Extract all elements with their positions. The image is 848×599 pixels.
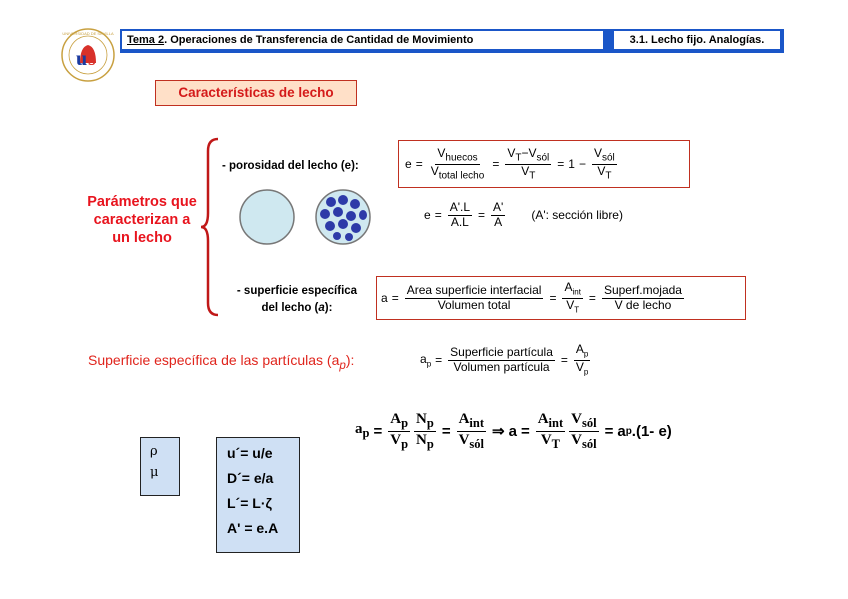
- mu-symbol: μ: [150, 465, 159, 480]
- header-title: [122, 31, 603, 49]
- fraction: $\frac{\text{Superf.mojada}}{\text{V de lecho}}$: [603, 283, 682, 312]
- fraction: $\frac{V_{sól}}{V_{sól}}$: [571, 411, 597, 451]
- tema-title: . Operaciones de Transferencia de Cantidad de Movimiento: [164, 34, 474, 46]
- rho-symbol: ρ: [150, 444, 158, 459]
- fraction: $\frac{V_T-V_{sól}}{V_T}$: [507, 146, 550, 181]
- university-logo: [60, 27, 116, 83]
- bed-illustration: [235, 188, 375, 246]
- surface-label: - superficie específica del lecho (a):: [218, 283, 376, 317]
- surface-formula-box: a = $\frac{\text{Area superficie interfacial}}{\text{Volumen total}}$ = $\frac{A_{int}}{V_T}$ = $\frac{\text{Superf.mojada}}{\text{V de lecho}}$: [376, 276, 746, 320]
- fraction: $\frac{A_p}{V_p}$: [575, 342, 589, 376]
- analogies-box: [216, 437, 300, 553]
- params-label: [72, 193, 212, 247]
- particle-surface-text: Superficie específica de las partículas $(a_p)$:: [88, 352, 355, 372]
- fraction: $\frac{A'}{A}$: [493, 200, 504, 229]
- fraction: $\frac{A'.L}{A.L}$: [449, 200, 471, 229]
- tema-label: Tema 2: [127, 34, 165, 46]
- header-section: 3.1. Lecho fijo. Analogías.: [614, 31, 780, 49]
- svg-text:u: u: [76, 48, 88, 70]
- surface-label-line2: del lecho (a):: [261, 302, 333, 314]
- analogy-item: D´= e/a: [227, 470, 274, 486]
- params-label-line: Parámetros que: [87, 194, 197, 210]
- fraction: $\frac{A_{int}}{V_T}$: [537, 411, 564, 451]
- fraction: $\frac{V_{sól}}{V_T}$: [593, 146, 615, 181]
- fraction: $\frac{V_{huecos}}{V_{total lecho}}$: [430, 146, 485, 181]
- free-section-note: (A': sección libre): [531, 208, 623, 222]
- analogy-item: u´= u/e: [227, 445, 273, 461]
- porosity-formula-2: e = $\frac{A'.L}{A.L}$ = $\frac{A'}{A}$ (A': sección libre): [424, 200, 623, 229]
- section-title: Características de lecho: [155, 80, 357, 106]
- params-label-line: un lecho: [112, 230, 172, 246]
- symbols-box: [140, 437, 180, 496]
- analogy-item: A' = e.A: [227, 520, 279, 536]
- porosity-formula-box: e = $\frac{V_{huecos}}{V_{total lecho}}$ = $\frac{V_T-V_{sól}}{V_T}$ = 1 − $\frac{V_{sól}}{V_T}$: [398, 140, 690, 188]
- eq-lhs: e: [405, 157, 412, 171]
- particle-formula: $a_p$ = $\frac{\text{Superficie partícula}}{\text{Volumen partícula}}$ = $\frac{A_p}{V_p}$: [420, 342, 589, 376]
- fraction: $\frac{A_{int}}{V_T}$: [564, 280, 581, 314]
- main-equation: $a_p$ = $\frac{A_p}{V_p}$ $\frac{N_p}{N_p}$ = $\frac{A_{int}}{V_{sól}}$ ⇒ a = $\frac{A_{int}}{V_T}$ $\frac{V_{sól}}{V_{sól}}$ = a p .(1- e): [355, 411, 672, 451]
- params-label-line: caracterizan a: [93, 212, 191, 228]
- logo-text: UNIVERSIDAD DE SEVILLA: [62, 31, 114, 36]
- fraction: $\frac{\text{Superficie partícula}}{\text{Volumen partícula}}$: [450, 345, 553, 374]
- fraction: $\frac{A_p}{V_p}$: [390, 411, 409, 451]
- porosity-label: - porosidad del lecho (e):: [222, 160, 359, 172]
- fraction: $\frac{N_p}{N_p}$: [416, 411, 434, 451]
- analogy-item: L´= L·ζ: [227, 495, 272, 511]
- svg-text:s: s: [88, 48, 96, 70]
- fraction: $\frac{\text{Area superficie interfacial}}{\text{Volumen total}}$: [406, 283, 542, 312]
- empty-bed-circle: [240, 190, 294, 244]
- fraction: $\frac{A_{int}}{V_{sól}}$: [458, 411, 485, 451]
